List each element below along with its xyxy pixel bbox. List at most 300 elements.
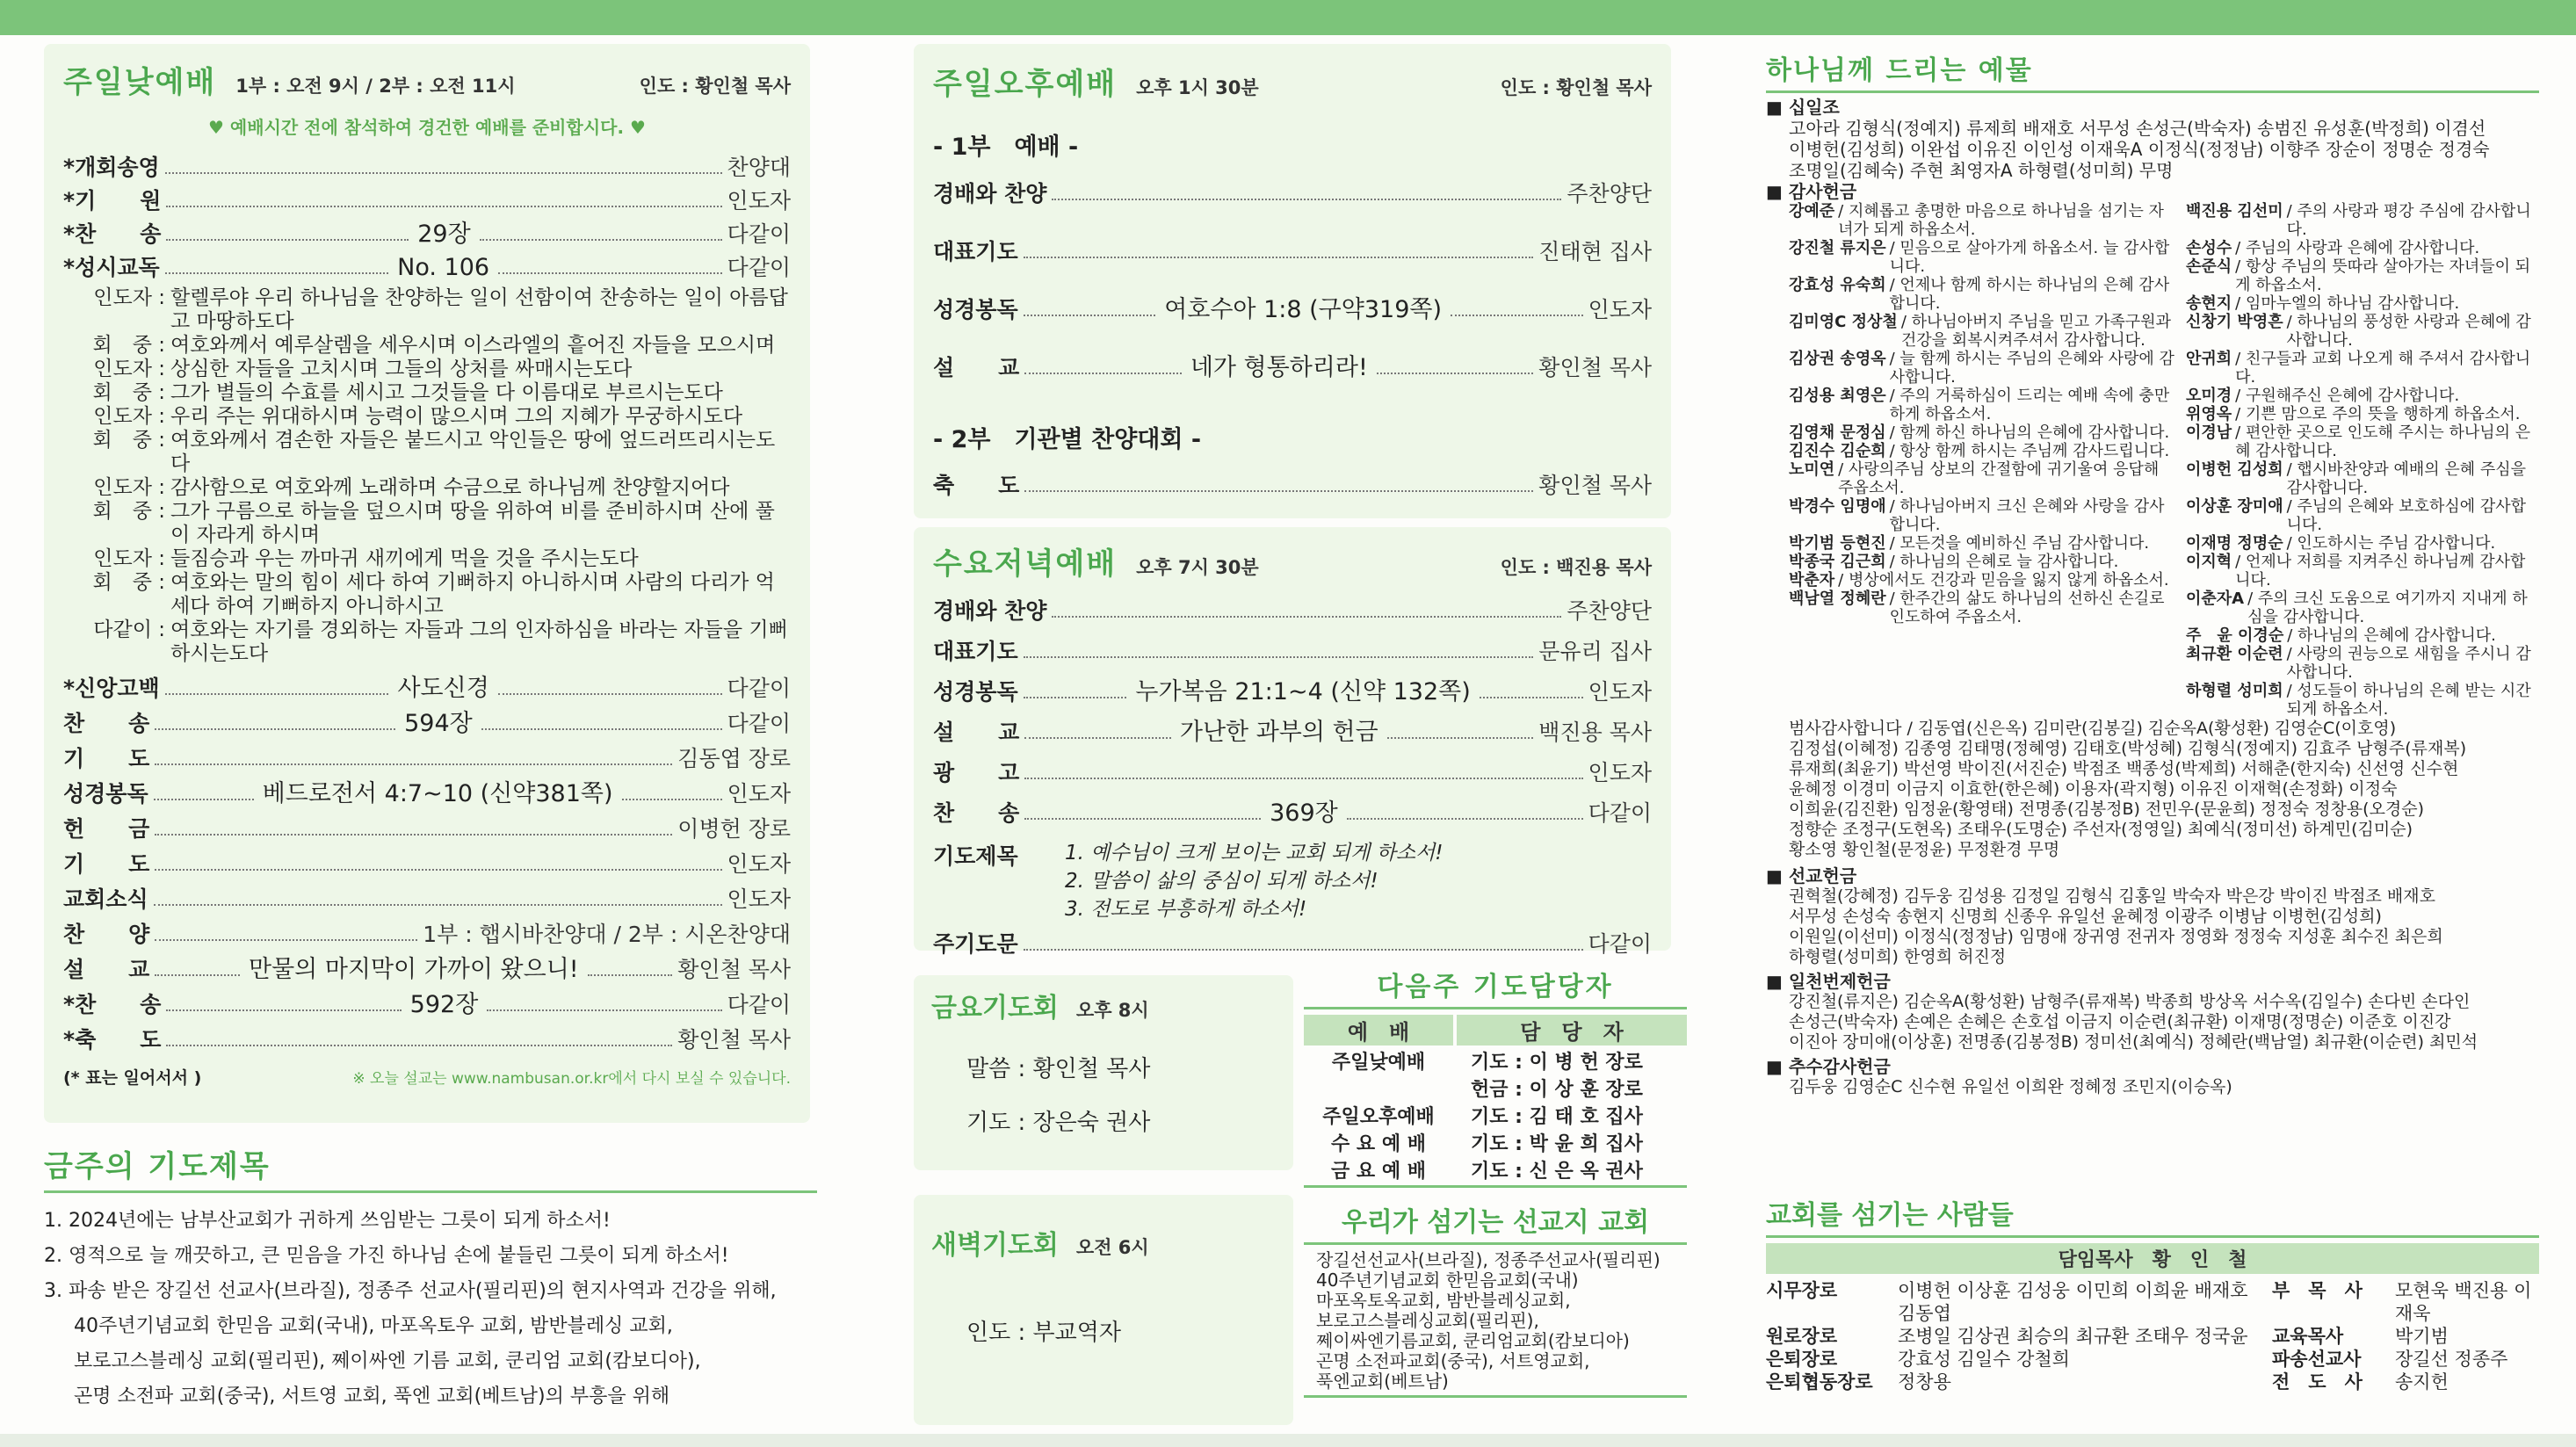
thanks-name: 백진용 김선미 — [2186, 202, 2283, 221]
order-value: 백진용 목사 — [1538, 720, 1652, 745]
thanks-entry — [1789, 239, 2175, 276]
part2-heading: - 2부 기관별 찬양대회 - — [933, 426, 1202, 453]
order-value: 이병헌 장로 — [677, 816, 791, 842]
order-row — [63, 742, 791, 777]
thanks-name: 박춘자 — [1789, 571, 1835, 590]
building-offering-list — [1766, 992, 2539, 1053]
dot-leader — [480, 228, 722, 241]
thanks-extra-line: 이희윤(김진환) 임정윤(황영태) 전명종(김봉정B) 전민우(문윤희) 정정숙 정창용(오경순) — [1789, 799, 2425, 819]
order-label: 대표기도 — [933, 639, 1018, 664]
staff-row — [2272, 1348, 2539, 1371]
afternoon-order — [933, 165, 1652, 397]
staff-role: 교육목사 — [2272, 1326, 2344, 1347]
order-row — [63, 706, 791, 742]
order-row — [63, 1023, 791, 1058]
thanks-name: 김영채 문정심 — [1789, 423, 1886, 442]
thanks-text: / 항상 주님의 뜻따라 살아가는 자녀들이 되게 하옵소서. — [2235, 257, 2531, 294]
prayer-topic: 보로고스블레싱 교회(필리핀), 쩨이싸엔 기름 교회, 쿤리엄 교회(캄보디아), — [74, 1350, 701, 1372]
mission-church: 쩨이싸엔기름교회, 쿤리엄교회(캄보디아) — [1316, 1330, 1630, 1351]
thanks-text: / 하나님의 은혜로 늘 감사합니다. — [1889, 553, 2119, 571]
thanks-name: 노미연 — [1789, 460, 1835, 479]
sunday-order-bottom — [63, 671, 791, 1058]
dot-leader — [588, 964, 673, 976]
thanks-entry — [1789, 460, 2175, 497]
thanks-entry — [1789, 590, 2175, 626]
dot-leader — [498, 683, 722, 695]
responsive-line — [63, 429, 791, 476]
next-week-person: 기도 : 이 병 헌 장로 — [1471, 1052, 1643, 1074]
order-label: 성경봉독 — [933, 679, 1018, 705]
thanks-extra-line: 류재희(최윤기) 박선영 박이진(서진순) 박점조 백종성(박제희) 서해춘(한지숙) 신선영 신수현 — [1789, 759, 2459, 778]
staff-row — [1766, 1348, 2258, 1371]
thanks-name: 송현지 — [2186, 294, 2232, 313]
thanks-entry — [1789, 553, 2175, 571]
responsive-text: 여호와는 말의 힘이 세다 하여 기뻐하지 아니하시며 사람의 다리가 억세다 하여 기뻐하지 아니하시고 — [170, 571, 775, 618]
mission-offering-line: 서무성 손성숙 송현지 신명희 신종우 유일선 윤혜정 이광주 이병남 이병헌(김성희) — [1789, 907, 2382, 926]
order-row — [933, 339, 1652, 397]
dot-leader — [1024, 938, 1583, 951]
responsive-speaker: 인도자 : — [93, 547, 165, 570]
missions-list — [1304, 1250, 1687, 1398]
order-label: 경배와 찬양 — [933, 598, 1047, 624]
thanks-name: 강진철 류지은 — [1789, 239, 1886, 257]
sunday-order-top — [63, 151, 791, 285]
order-row — [933, 713, 1652, 753]
order-value: 주찬양단 — [1567, 181, 1652, 206]
thanks-name: 박기범 등현진 — [1789, 534, 1886, 553]
order-row — [933, 793, 1652, 834]
staff-names: 이병헌 이상훈 김성웅 이민희 이희윤 배재호 김동엽 — [1898, 1280, 2248, 1324]
responsive-text: 여호와께서 겸손한 자들은 붙드시고 악인들은 땅에 엎드러뜨리시는도다 — [170, 429, 776, 475]
thanks-text: / 편안한 곳으로 인도해 주시는 하나님의 은혜 감사합니다. — [2235, 423, 2531, 460]
tithe-heading: ■ 십일조 — [1766, 97, 1840, 118]
thanks-entry — [2186, 350, 2539, 387]
thanks-entry — [2186, 405, 2539, 423]
mission-offering-line: 하형렬(성미희) 한영희 허진정 — [1789, 947, 2007, 966]
thanks-entry — [2186, 645, 2539, 682]
staff-names: 모현욱 백진용 이재욱 — [2395, 1280, 2532, 1324]
staff-section — [1766, 1193, 2539, 1393]
order-label: 설 교 — [933, 355, 1020, 380]
thanks-extra-line: 범사감사합니다 / 김동엽(신은옥) 김미란(김봉길) 김순옥A(황성환) 김영순C(이호영) — [1789, 719, 2397, 738]
thanks-entry — [2186, 534, 2539, 553]
thanks-text: / 친구들과 교회 나오게 해 주셔서 감사합니다. — [2235, 350, 2531, 387]
order-value: 인도자 — [1588, 297, 1653, 322]
thanks-text: / 모든것을 예비하신 주님 감사합니다. — [1889, 534, 2150, 553]
responsive-text: 여호와께서 예루살렘을 세우시며 이스라엘의 흩어진 자들을 모으시며 — [170, 334, 776, 357]
thanks-text: / 하나님의 풍성한 사랑과 은혜에 감사합니다. — [2286, 313, 2531, 350]
order-label: 찬 양 — [63, 922, 150, 947]
order-label: *찬 송 — [63, 221, 162, 247]
next-week-table — [1304, 1049, 1687, 1188]
responsive-reading — [63, 286, 791, 666]
dot-leader — [166, 228, 409, 241]
responsive-line — [63, 571, 791, 619]
next-week-title: 다음주 기도담당자 — [1304, 965, 1687, 1009]
responsive-speaker: 인도자 : — [93, 358, 165, 380]
thanks-name: 손준식 — [2186, 257, 2232, 276]
tithe-line: 이병헌(김성희) 이완섭 이유진 이인성 이재욱A 이정식(정정남) 이향주 장순이 정명순 정경숙 — [1789, 139, 2490, 160]
thanks-entry — [2186, 294, 2539, 313]
thanks-text: / 기쁜 맘으로 주의 뜻을 행하게 하옵소서. — [2235, 405, 2521, 423]
dawn-leader: 인도 : 부교역자 — [966, 1320, 1121, 1346]
dot-leader — [1024, 767, 1582, 779]
next-week-service: 주일낮예배 — [1331, 1052, 1426, 1074]
order-row — [63, 151, 791, 184]
thanks-entry — [2186, 387, 2539, 405]
prayer-topic: 2. 영적으로 늘 깨끗하고, 큰 믿음을 가진 하나님 손에 붙들린 그릇이 되게 하소서! — [44, 1245, 729, 1267]
dot-leader — [1024, 362, 1182, 374]
mission-offering-line: 권혁철(강혜정) 김두웅 김성용 김정일 김형식 김홍일 박숙자 박은강 박이진 박점조 배재호 — [1789, 886, 2435, 906]
sunday-service-leader: 인도 : 황인철 목사 — [639, 76, 791, 97]
thanks-extra-line: 윤혜정 이경미 이금지 이효한(한은혜) 이용자(곽지형) 이유진 이재혁(손정화) 이정숙 — [1789, 779, 2398, 799]
afternoon-service-time: 오후 1시 30분 — [1136, 77, 1259, 98]
dawn-prayer-panel — [914, 1195, 1293, 1425]
staff-names: 조병일 김상권 최승의 최규환 조태우 정국윤 — [1898, 1326, 2248, 1347]
thanks-entry — [2186, 423, 2539, 460]
next-week-row — [1304, 1103, 1687, 1131]
thanks-name: 김진수 김순희 — [1789, 442, 1886, 460]
responsive-speaker: 회 중 : — [92, 571, 165, 594]
building-offering-line: 강진철(류지은) 김순옥A(황성환) 남형주(류재복) 박종희 방상옥 서수옥(김일수) 손다빈 손다인 — [1789, 992, 2471, 1011]
prayer-topic: 1. 2024년에는 남부산교회가 귀하게 쓰임받는 그릇이 되게 하소서! — [44, 1210, 611, 1232]
dot-leader — [155, 858, 721, 871]
wednesday-prayer-list — [1065, 839, 1444, 923]
wednesday-order — [933, 591, 1652, 834]
staff-role: 부 목 사 — [2272, 1280, 2363, 1301]
wednesday-service-time: 오후 7시 30분 — [1136, 557, 1259, 578]
mission-church: 푹엔교회(베트남) — [1316, 1371, 1449, 1392]
thanks-heading: ■ 감사헌금 — [1766, 181, 1857, 202]
responsive-line — [63, 405, 791, 429]
order-row — [63, 777, 791, 812]
order-label: 기 도 — [63, 746, 150, 771]
order-value: 1부 : 햅시바찬양대 / 2부 : 시온찬양대 — [423, 922, 791, 947]
dot-leader — [1377, 362, 1534, 374]
order-value: 인도자 — [727, 188, 791, 213]
thanks-text: / 인도하시는 주님 감사합니다. — [2286, 534, 2496, 553]
order-detail: 여호수아 1:8 (구약319쪽) — [1164, 296, 1442, 323]
prayer-topics-section — [44, 1142, 817, 1414]
building-offering-heading: ■ 일천번제헌금 — [1766, 971, 1891, 992]
next-week-person: 기도 : 박 윤 희 집사 — [1471, 1133, 1643, 1155]
order-detail: No. 106 — [397, 254, 490, 281]
thanks-name: 강예준 — [1789, 202, 1835, 221]
staff-role: 파송선교사 — [2272, 1349, 2362, 1370]
dot-leader — [166, 1034, 672, 1046]
dot-leader — [1480, 686, 1583, 698]
order-value: 문유리 집사 — [1538, 639, 1652, 664]
order-label: 대표기도 — [933, 239, 1018, 264]
order-label: 광 고 — [933, 760, 1020, 785]
order-value: 다같이 — [727, 221, 791, 247]
dawn-prayer-time: 오전 6시 — [1075, 1237, 1149, 1258]
dot-leader — [1024, 686, 1127, 698]
thanks-text: / 항상 함께 하시는 주님께 감사드립니다. — [1889, 442, 2170, 460]
wednesday-prayer-item: 2. 말씀이 삶의 중심이 되게 하소서! — [1065, 870, 1378, 893]
order-label: *개회송영 — [63, 155, 160, 180]
order-value: 다같이 — [727, 255, 791, 280]
mission-offering-line: 이원일(이선미) 이정식(정정남) 임명애 장귀영 전귀자 정영화 정정숙 지성훈 최수진 최은희 — [1789, 927, 2443, 946]
dot-leader — [1024, 304, 1156, 316]
order-value: 인도자 — [727, 886, 791, 912]
dot-leader — [155, 929, 417, 941]
order-row — [933, 223, 1652, 281]
harvest-offering-line: 김두웅 김영순C 신수현 유일선 이희완 정혜정 조민지(이승옥) — [1789, 1077, 2232, 1096]
responsive-speaker: 인도자 : — [93, 405, 165, 428]
staff-ministers — [2272, 1279, 2539, 1393]
order-value: 인도자 — [727, 851, 791, 877]
thanks-entry — [1789, 423, 2175, 442]
thanks-name: 안귀희 — [2186, 350, 2232, 368]
staff-elders — [1766, 1279, 2258, 1393]
dot-leader — [481, 718, 722, 730]
next-week-person: 기도 : 신 은 옥 권사 — [1471, 1161, 1643, 1183]
dot-leader — [154, 788, 254, 800]
responsive-text: 감사함으로 여호와께 노래하며 수금으로 하나님께 찬양할지어다 — [170, 476, 730, 499]
order-row — [933, 591, 1652, 632]
order-value: 황인철 목사 — [1538, 473, 1652, 498]
staff-names: 정창용 — [1898, 1371, 1951, 1393]
thanks-entry — [2186, 239, 2539, 257]
dot-leader — [498, 262, 721, 274]
sunday-service-title: 주일낮예배 — [63, 65, 217, 100]
thanks-extra-list — [1766, 719, 2539, 860]
thanks-entry — [1789, 571, 2175, 590]
thanks-text: / 주님의 은혜와 보호하심에 감사합니다. — [2286, 497, 2526, 534]
responsive-text: 할렐루야 우리 하나님을 찬양하는 일이 선함이여 찬송하는 일이 아름답고 마땅하도다 — [170, 286, 788, 333]
friday-word: 말씀 : 황인철 목사 — [966, 1056, 1151, 1082]
mission-offering-list — [1766, 886, 2539, 967]
sunday-service-panel — [44, 44, 810, 1123]
order-value: 황인철 목사 — [677, 957, 791, 982]
order-row — [63, 952, 791, 988]
responsive-line — [63, 334, 791, 358]
thanks-name: 박종국 김근희 — [1789, 553, 1886, 571]
dot-leader — [1387, 727, 1534, 739]
thanks-entry — [2186, 553, 2539, 590]
next-week-service: 주일오후예배 — [1322, 1106, 1435, 1128]
mission-church: 곤명 소전파교회(중국), 서트영교회, — [1316, 1350, 1590, 1371]
dot-leader — [1024, 480, 1533, 492]
thanks-entry — [1789, 534, 2175, 553]
thanks-text: / 하나님의 은혜에 감사합니다. — [2287, 626, 2496, 645]
thanks-name: 이재명 정명순 — [2186, 534, 2283, 553]
responsive-text: 들짐승과 우는 까마귀 새끼에게 먹을 것을 주시는도다 — [170, 547, 639, 570]
order-detail: 만물의 마지막이 가까이 왔으니! — [248, 956, 579, 983]
order-value: 진태현 집사 — [1538, 239, 1652, 264]
friday-prayer-panel — [914, 975, 1293, 1170]
thanks-text: / 주의 사랑과 평강 주심에 감사합니다. — [2286, 202, 2531, 239]
responsive-line — [63, 476, 791, 500]
staff-names: 송지헌 — [2395, 1371, 2449, 1393]
responsive-text: 상심한 자들을 고치시며 그들의 상처를 싸매시는도다 — [170, 358, 633, 380]
thanks-entry — [1789, 276, 2175, 313]
responsive-speaker: 다같이 : — [93, 619, 165, 641]
thanks-entry — [1789, 387, 2175, 423]
thanks-entry — [2186, 313, 2539, 350]
prayer-topic: 3. 파송 받은 장길선 선교사(브라질), 정종주 선교사(필리핀)의 현지사역과 건강을 위해, — [44, 1280, 777, 1302]
offerings-title: 하나님께 드리는 예물 — [1766, 48, 2539, 93]
thanks-text: / 지혜롭고 총명한 마음으로 하나님을 섬기는 자녀가 되게 하옵소서. — [1838, 202, 2164, 239]
tithe-line: 조명일(김혜숙) 주현 최영자A 하형렬(성미희) 무명 — [1789, 160, 2174, 181]
dot-leader — [155, 718, 395, 730]
next-week-row — [1304, 1158, 1687, 1185]
thanks-text: / 하나님아버지 주님을 믿고 가족구원과 건강을 회복시켜주셔서 감사합니다. — [1900, 313, 2171, 350]
order-row — [63, 184, 791, 218]
dot-leader — [1052, 605, 1561, 618]
dot-leader — [1347, 807, 1583, 820]
lords-prayer-value: 다같이 — [1588, 931, 1652, 957]
order-row — [933, 165, 1652, 223]
order-row — [63, 218, 791, 251]
responsive-line — [63, 547, 791, 571]
thanks-text: / 햅시바찬양과 예배의 은혜 주심을 감사합니다. — [2286, 460, 2526, 497]
order-row — [63, 812, 791, 847]
thanks-name: 하형렬 성미희 — [2186, 682, 2283, 700]
thanks-entry — [2186, 590, 2539, 626]
order-value: 찬양대 — [727, 155, 791, 180]
mission-church: 장길선선교사(브라질), 정종주선교사(필리핀) — [1316, 1249, 1661, 1270]
staff-row — [1766, 1325, 2258, 1348]
thanks-name: 신창기 박영흔 — [2186, 313, 2283, 331]
thanks-name: 이춘자A — [2186, 590, 2245, 608]
order-detail: 594장 — [404, 710, 473, 737]
staff-row — [2272, 1279, 2539, 1325]
responsive-text: 여호와는 자기를 경외하는 자들과 그의 인자하심을 바라는 자들을 기뻐하시는도다 — [170, 619, 788, 665]
wednesday-service-leader: 인도 : 백진용 목사 — [1500, 557, 1652, 578]
order-label: 성경봉독 — [63, 781, 148, 807]
afternoon-order-2 — [933, 468, 1652, 503]
order-value: 다같이 — [727, 676, 791, 701]
thanks-entry — [2186, 682, 2539, 719]
prayer-topics-list — [44, 1204, 817, 1414]
order-label: 찬 송 — [63, 711, 150, 736]
thanks-text: / 사랑의주님 상보의 간절함에 귀기울여 응답해 주옵소서. — [1838, 460, 2160, 497]
prayer-topic: 곤명 소전파 교회(중국), 서트영 교회, 푹엔 교회(베트남)의 부흥을 위해 — [74, 1386, 670, 1407]
staff-row — [1766, 1371, 2258, 1393]
thanks-text: / 언제나 저희를 지켜주신 하나님께 감사합니다. — [2235, 553, 2526, 590]
harvest-offering-heading: ■ 추수감사헌금 — [1766, 1056, 1891, 1077]
dot-leader — [155, 823, 672, 836]
thanks-text: / 주의 크신 도움으로 여기까지 지내게 하심을 감사합니다. — [2247, 590, 2528, 626]
next-week-row — [1304, 1076, 1687, 1103]
thanks-name: 최규환 이순련 — [2186, 645, 2283, 663]
prayer-topics-title: 금주의 기도제목 — [44, 1142, 817, 1193]
mission-offering-heading: ■ 선교헌금 — [1766, 865, 1857, 886]
tithe-line: 고아라 김형식(정예지) 류제희 배재호 서무성 손성근(박숙자) 송범진 유성훈(박정희) 이겸선 — [1789, 118, 2486, 139]
order-row — [933, 753, 1652, 793]
thanks-entry — [1789, 442, 2175, 460]
thanks-entry — [2186, 626, 2539, 645]
thanks-text: / 늘 함께 하시는 주님의 은혜와 사랑에 감사합니다. — [1889, 350, 2174, 387]
thanks-extra-line: 황소영 황인철(문정윤) 무정환경 무명 — [1789, 840, 2060, 859]
mission-church: 40주년기념교회 한믿음교회(국내) — [1316, 1270, 1579, 1291]
thanks-name: 오미경 — [2186, 387, 2232, 405]
next-week-service: 수 요 예 배 — [1331, 1133, 1426, 1155]
thanks-name: 박경수 임명애 — [1789, 497, 1886, 516]
thanks-name: 김성용 최영은 — [1789, 387, 1886, 405]
thanks-text: / 주님의 사랑과 은혜에 감사합니다. — [2235, 239, 2480, 257]
thanks-name: 강효성 유숙희 — [1789, 276, 1886, 294]
staff-title: 교회를 섬기는 사람들 — [1766, 1193, 2539, 1238]
harvest-offering-list — [1766, 1077, 2539, 1097]
dot-leader — [154, 894, 722, 906]
thanks-name: 손성수 — [2186, 239, 2232, 257]
order-value: 다같이 — [727, 992, 792, 1017]
order-value: 황인철 목사 — [1538, 355, 1652, 380]
order-label: *성시교독 — [63, 255, 160, 280]
order-detail: 누가복음 21:1~4 (신약 132쪽) — [1135, 678, 1471, 705]
next-week-person: 기도 : 김 태 호 집사 — [1471, 1106, 1643, 1128]
thanks-name: 이경남 — [2186, 423, 2232, 442]
thanks-entry — [1789, 202, 2175, 239]
thanks-entry — [2186, 202, 2539, 239]
next-week-head-service: 예 배 — [1304, 1015, 1453, 1045]
dot-leader — [165, 683, 389, 695]
dot-leader — [155, 753, 672, 765]
lords-prayer-label: 주기도문 — [933, 931, 1018, 957]
dot-leader — [487, 999, 721, 1011]
dawn-prayer-title: 새벽기도회 — [931, 1230, 1059, 1261]
next-week-row — [1304, 1049, 1687, 1076]
responsive-text: 우리 주는 위대하시며 능력이 많으시며 그의 지혜가 무궁하시도다 — [170, 405, 743, 428]
friday-prayer-title: 금요기도회 — [931, 993, 1059, 1024]
next-week-head-person: 담 당 자 — [1457, 1015, 1687, 1045]
responsive-speaker: 회 중 : — [92, 381, 165, 404]
order-value: 주찬양단 — [1567, 598, 1652, 624]
order-label: 헌 금 — [63, 816, 150, 842]
order-value: 다같이 — [1588, 800, 1653, 826]
thanks-extra-line: 정향순 조정구(도현옥) 조태우(도명순) 주선자(정영일) 최예식(정미선) 하계민(김미순) — [1789, 820, 2413, 839]
afternoon-service-panel — [914, 44, 1671, 518]
thanks-name: 위영옥 — [2186, 405, 2232, 423]
thanks-entry — [1789, 350, 2175, 387]
dot-leader — [622, 788, 722, 800]
order-row — [933, 281, 1652, 339]
next-week-service: 금 요 예 배 — [1331, 1161, 1426, 1183]
order-detail: 가난한 과부의 헌금 — [1179, 719, 1378, 746]
afternoon-service-leader: 인도 : 황인철 목사 — [1500, 77, 1652, 98]
dot-leader — [165, 162, 722, 174]
responsive-speaker: 회 중 : — [92, 334, 165, 357]
offerings-section — [1766, 48, 2539, 1097]
thanks-text: / 병상에서도 건강과 믿음을 잃지 않게 하옵소서. — [1838, 571, 2169, 590]
mission-church: 마포옥토옥교회, 밤반블레싱교회, — [1316, 1290, 1571, 1311]
next-week-service — [1304, 1076, 1453, 1103]
order-row — [933, 672, 1652, 713]
mission-church: 보로고스블레싱교회(필리핀), — [1316, 1310, 1539, 1331]
thanks-list-left — [1789, 202, 2175, 719]
thanks-entry — [2186, 257, 2539, 294]
thanks-extra-line: 김정섭(이혜정) 김종영 김태명(정혜영) 김태호(박성혜) 김형식(정예지) 김효주 남형주(류재복) — [1789, 739, 2467, 758]
staff-names: 강효성 김일수 강철희 — [1898, 1349, 2070, 1370]
top-color-band — [0, 0, 2576, 35]
wednesday-service-title: 수요저녁예배 — [933, 546, 1118, 582]
order-label: 교회소식 — [63, 886, 148, 912]
thanks-text: / 주의 거룩하심이 드리는 예배 속에 충만하게 하옵소서. — [1889, 387, 2170, 423]
thanks-entry — [2186, 460, 2539, 497]
order-label: 축 도 — [933, 473, 1020, 498]
staff-role: 전 도 사 — [2272, 1371, 2363, 1393]
order-value: 인도자 — [1588, 760, 1652, 785]
lords-prayer-row — [933, 927, 1652, 962]
responsive-line — [63, 500, 791, 547]
wednesday-service-panel — [914, 527, 1671, 957]
dot-leader — [166, 195, 721, 207]
staff-names: 박기범 — [2395, 1326, 2449, 1347]
dot-leader — [1024, 646, 1534, 658]
